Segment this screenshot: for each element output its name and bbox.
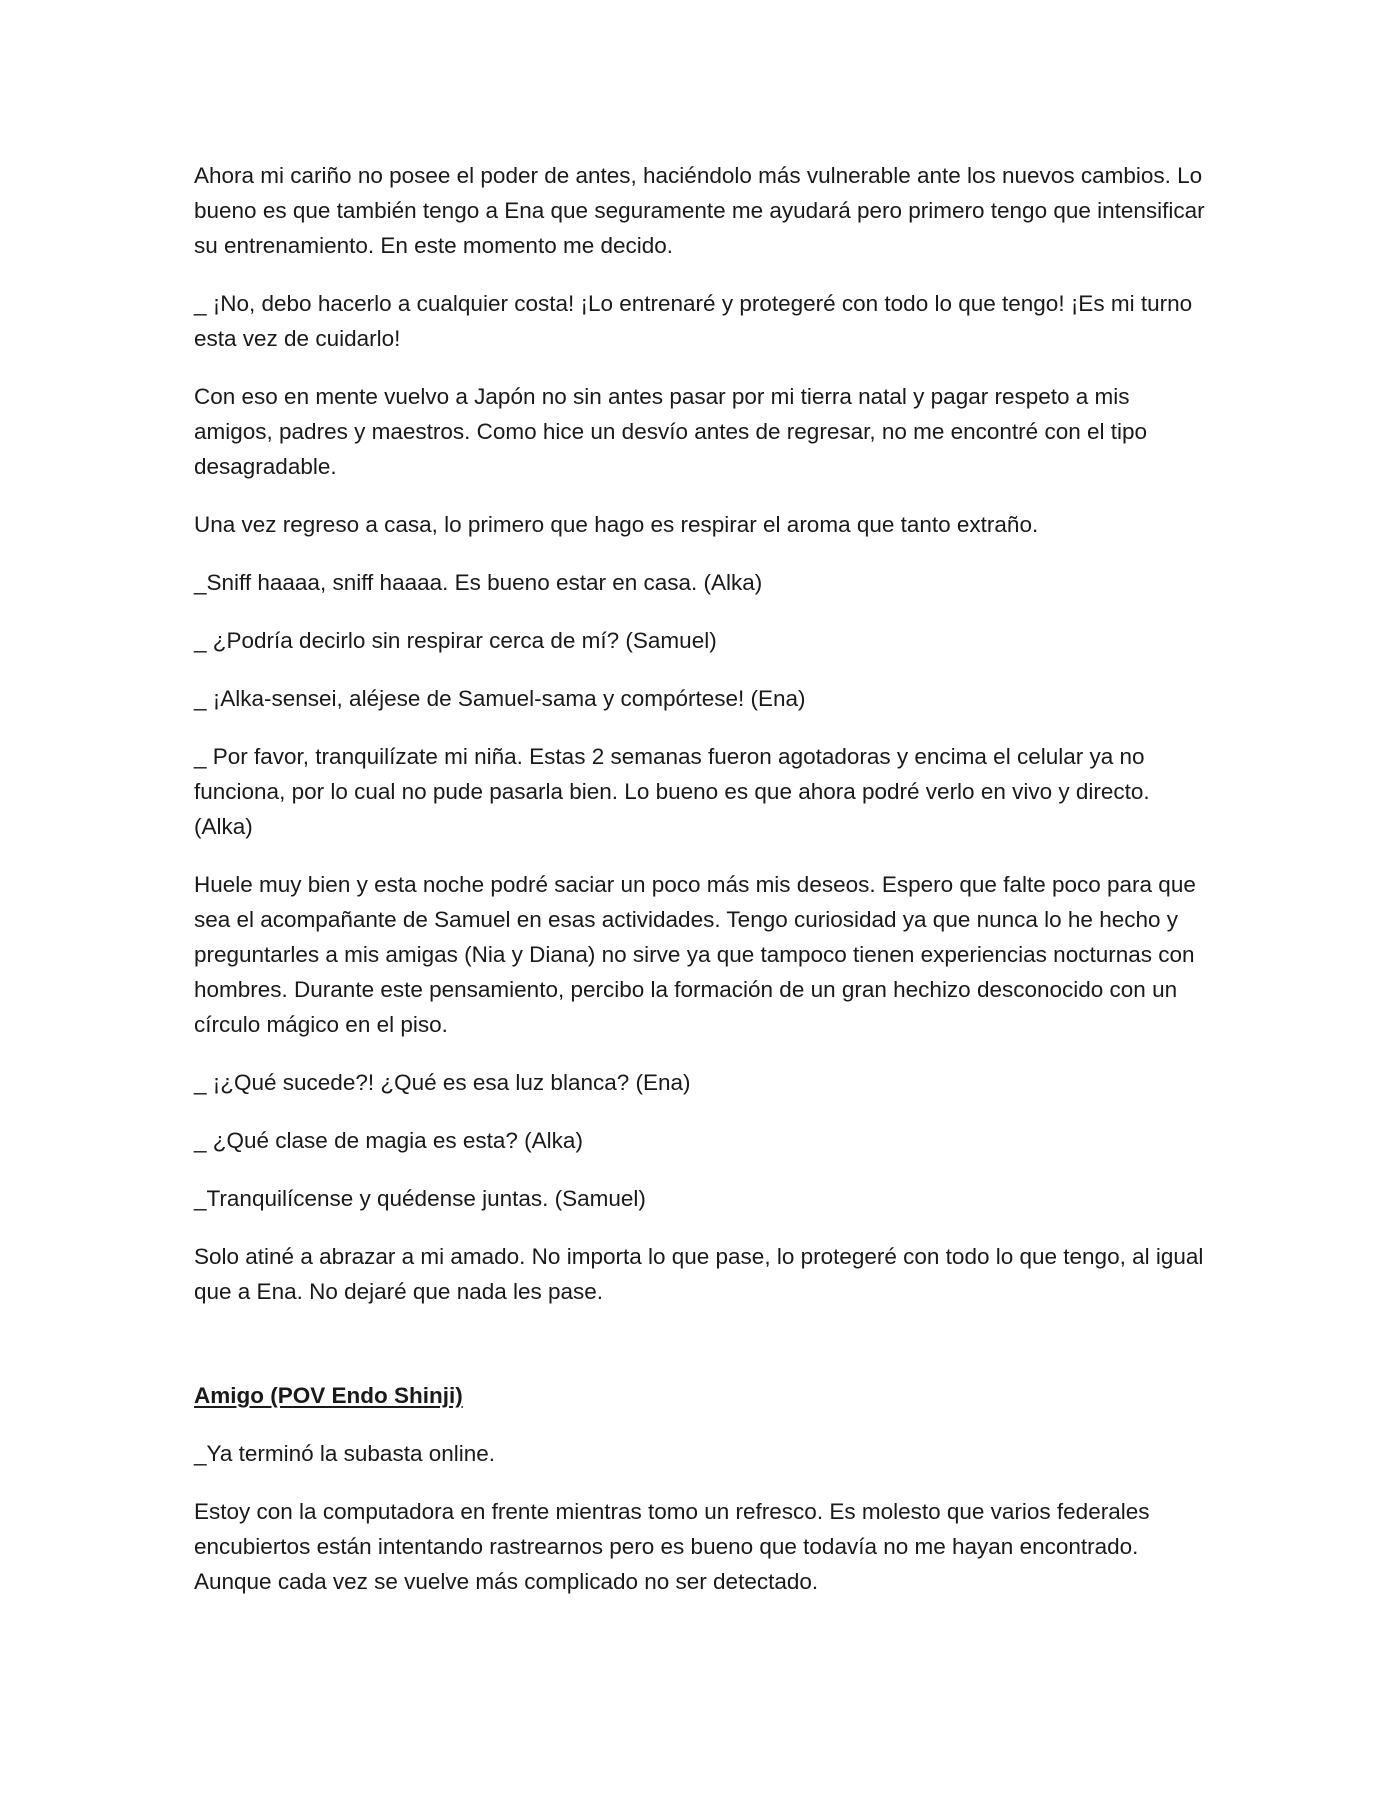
paragraph: Solo atiné a abrazar a mi amado. No importa lo que pase, lo protegeré con todo lo que tengo, al igual que a Ena. No dejaré que nada les pase. [194, 1244, 1204, 1304]
paragraph: Con eso en mente vuelvo a Japón no sin antes pasar por mi tierra natal y pagar respeto a mis amigos, padres y maestros. Como hice un desvío antes de regresar, no me encontré con el tipo desagradable. [194, 384, 1148, 479]
dialogue-line: _ ¡¿Qué sucede?! ¿Qué es esa luz blanca? (Ena) [194, 1070, 691, 1095]
section-heading: Amigo (POV Endo Shinji) [194, 1383, 463, 1408]
document-body [194, 158, 1214, 1622]
paragraph: Una vez regreso a casa, lo primero que hago es respirar el aroma que tanto extraño. [194, 512, 1039, 537]
dialogue-line: _ Por favor, tranquilízate mi niña. Estas 2 semanas fueron agotadoras y encima el celular ya no funciona, por lo cual no pude pasarla bien. Lo bueno es que ahora podré verlo en vivo y directo. (Alka) [194, 744, 1150, 839]
paragraph: Huele muy bien y esta noche podré saciar un poco más mis deseos. Espero que falte poco para que sea el acompañante de Samuel en esas actividades. Tengo curiosidad ya que nunca lo he hecho y preguntarles a mis amigas (Nia y Diana) no sirve ya que tampoco tienen experiencias nocturnas con hombres. Durante este pensamiento, percibo la formación de un gran hechizo desconocido con un círculo mágico en el piso. [194, 872, 1196, 1037]
dialogue-line: _Ya terminó la subasta online. [194, 1441, 496, 1466]
dialogue-line: _Tranquilícense y quédense juntas. (Samuel) [194, 1186, 646, 1211]
dialogue-line: _ ¡Alka-sensei, aléjese de Samuel-sama y compórtese! (Ena) [194, 686, 806, 711]
dialogue-line: _ ¿Qué clase de magia es esta? (Alka) [194, 1128, 583, 1153]
paragraph: Estoy con la computadora en frente mientras tomo un refresco. Es molesto que varios federales encubiertos están intentando rastrearnos pero es bueno que todavía no me hayan encontrado. Aunque cada vez se vuelve más complicado no ser detectado. [194, 1499, 1150, 1594]
dialogue-line: _ ¿Podría decirlo sin respirar cerca de mí? (Samuel) [194, 628, 717, 653]
dialogue-line: _Sniff haaaa, sniff haaaa. Es bueno estar en casa. (Alka) [194, 570, 763, 595]
section-spacer [194, 1332, 1214, 1378]
paragraph: Ahora mi cariño no posee el poder de antes, haciéndolo más vulnerable ante los nuevos cambios. Lo bueno es que también tengo a Ena que seguramente me ayudará pero primero tengo que intensificar su entrenamiento. En este momento me decido. [194, 163, 1205, 258]
dialogue-line: _ ¡No, debo hacerlo a cualquier costa! ¡Lo entrenaré y protegeré con todo lo que tengo! ¡Es mi turno esta vez de cuidarlo! [194, 291, 1193, 351]
